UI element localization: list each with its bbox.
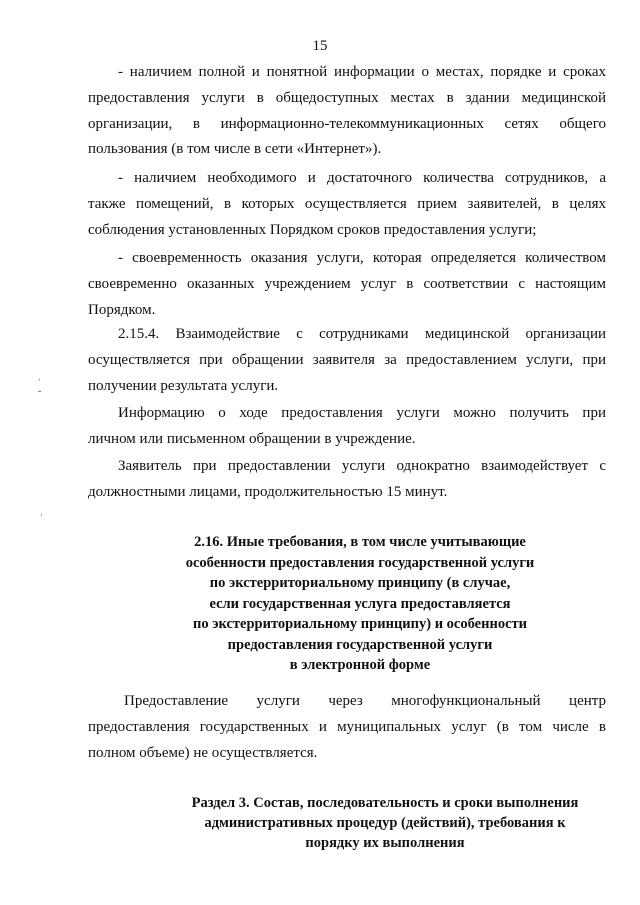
section-heading-line: порядку их выполнения [305,835,465,851]
paragraph-line: осуществляется при обращении заявителя за предоставлением услуги, при [88,351,606,368]
paragraph-line: получении результата услуги. [88,377,279,394]
paragraph-line: Порядком. [88,301,156,318]
paragraph-first-line: - наличием полной и понятной информации о местах, порядке и сроках [118,64,606,80]
section-heading-line: по экстерриториальному принципу) и особенности [192,616,527,632]
paragraph-line: своевременно оказанных учреждением услуг в соответствии с настоящим [88,275,606,292]
paragraph-line: предоставления государственных и муниципальных услуг (в том числе в [88,718,606,735]
page-number: 15 [312,38,328,54]
paragraph-first-line: - наличием необходимого и достаточного количества сотрудников, а [118,170,606,186]
paragraph-line: личном или письменном обращении в учреждение. [88,430,416,447]
paragraph-first-line: Предоставление услуги через многофункциональный центр [124,693,606,709]
section-heading-line: административных процедур (действий), требования к [204,815,566,831]
paragraph-line: должностными лицами, продолжительностью 15 минут. [88,483,448,500]
section-heading-line: особенности предоставления государственной услуги [185,554,535,571]
section-heading-line: Раздел 3. Состав, последовательность и сроки выполнения [191,795,579,811]
paragraph-first-line: 2.15.4. Взаимодействие с сотрудниками медицинской организации [118,326,606,342]
paragraph-line: также помещений, в которых осуществляется прием заявителей, в целях [88,195,606,212]
paragraph-first-line: - своевременность оказания услуги, которая определяется количеством [118,250,606,266]
margin-mark: ˘ [38,390,42,401]
section-heading-line: предоставления государственной услуги [227,636,493,653]
section-heading-line: по экстерриториальному принципу (в случае, [209,575,511,591]
paragraph-line: соблюдения установленных Порядком сроков предоставления услуги; [88,221,537,238]
paragraph-first-line: Информацию о ходе предоставления услуги можно получить при [118,405,606,421]
section-heading-line: в электронной форме [289,657,431,673]
margin-mark: ˈ [38,378,42,389]
section-heading-line: если государственная услуга предоставляется [209,595,511,612]
margin-mark: ˌ [40,505,44,516]
paragraph-first-line: Заявитель при предоставлении услуги однократно взаимодействует с [118,458,606,474]
paragraph-line: полном объеме) не осуществляется. [88,744,318,761]
paragraph-line: предоставления услуги в общедоступных местах в здании медицинской [88,89,606,106]
paragraph-line: организации, в информационно-телекоммуникационных сетях общего [88,115,606,132]
section-heading-line: 2.16. Иные требования, в том числе учитывающие [194,534,526,550]
paragraph-line: пользования (в том числе в сети «Интернет»). [88,141,382,158]
